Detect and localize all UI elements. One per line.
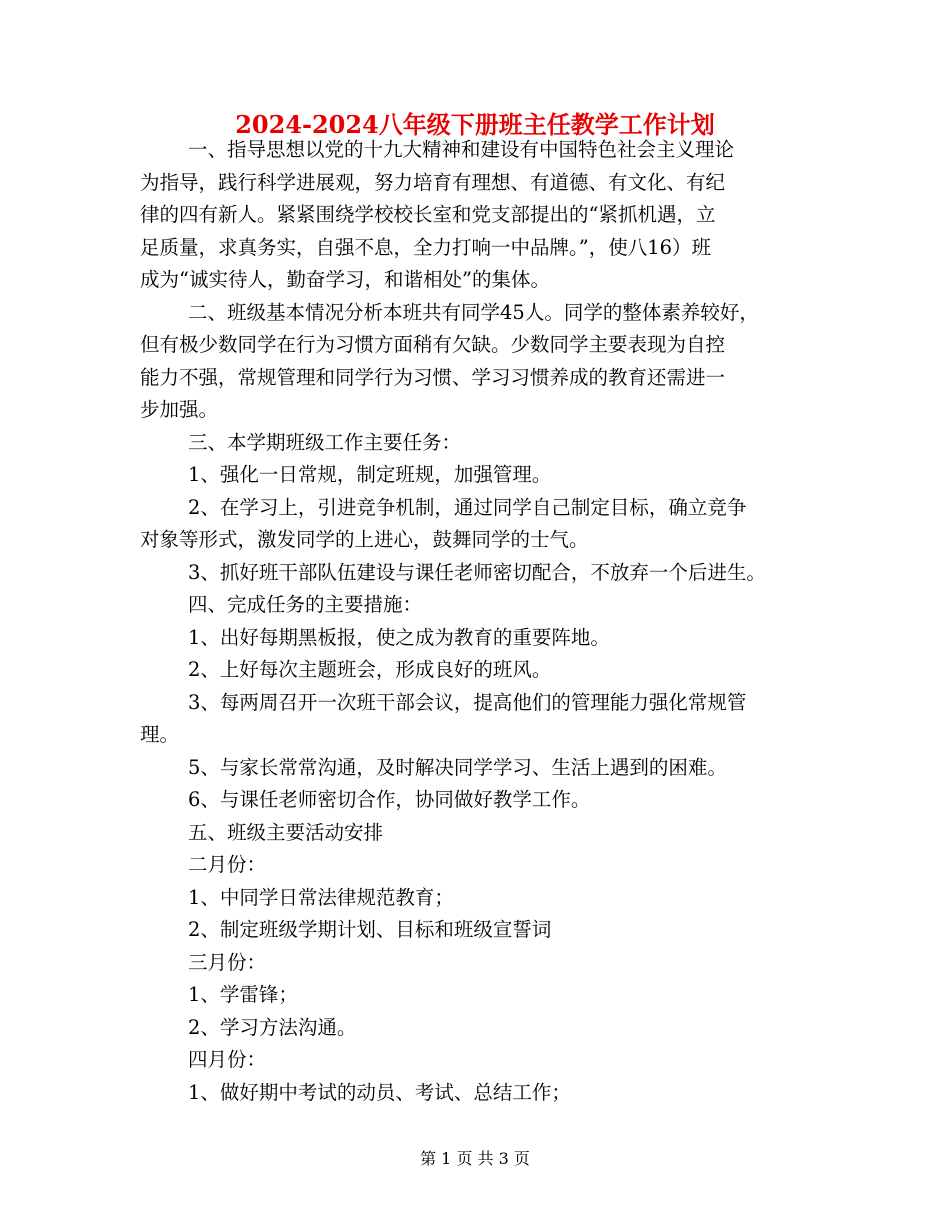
text-line: 一、指导思想以党的十九大精神和建设有中国特色社会主义理论 — [188, 138, 735, 161]
text-line: 3、抓好班干部队伍建设与课任老师密切配合，不放弃一个后进生。 — [188, 560, 766, 584]
text-line: 四月份： — [188, 1048, 267, 1071]
text-line: 2、学习方法沟通。 — [188, 1015, 357, 1039]
text-line: 1、学雷锋； — [188, 983, 298, 1006]
page-footer: 第 1 页 共 3 页 — [420, 1149, 530, 1168]
text-line: 2、上好每次主题班会，形成良好的班风。 — [188, 658, 552, 681]
text-line: 步加强。 — [140, 398, 219, 421]
text-line: 为指导，践行科学进展观，努力培育有理想、有道德、有文化、有纪 — [140, 170, 726, 194]
document-title: 2024-2024八年级下册班主任教学工作计划 — [235, 110, 715, 139]
text-line: 二月份： — [188, 853, 267, 876]
text-line: 2、在学习上，引进竞争机制，通过同学自己制定目标，确立竞争 — [188, 495, 747, 519]
text-line: 四、完成任务的主要措施： — [188, 593, 423, 616]
text-line: 1、做好期中考试的动员、考试、总结工作； — [188, 1080, 571, 1104]
text-line: 5、与家长常常沟通，及时解决同学学习、生活上遇到的困难。 — [188, 755, 727, 779]
text-line: 1、出好每期黑板报，使之成为教育的重要阵地。 — [188, 625, 610, 649]
document-body — [140, 134, 820, 1109]
text-line: 三、本学期班级工作主要任务： — [188, 430, 462, 454]
text-line: 6、与课任老师密切合作，协同做好教学工作。 — [188, 788, 591, 811]
text-line: 成为“诚实待人，勤奋学习，和谐相处”的集体。 — [140, 268, 550, 291]
text-line: 但有极少数同学在行为习惯方面稍有欠缺。少数同学主要表现为自控 — [140, 333, 726, 356]
text-line: 对象等形式，激发同学的上进心，鼓舞同学的士气。 — [140, 528, 589, 551]
text-line: 五、班级主要活动安排 — [188, 820, 384, 844]
text-line: 3、每两周召开一次班干部会议，提高他们的管理能力强化常规管 — [188, 690, 747, 714]
text-line: 能力不强，常规管理和同学行为习惯、学习习惯养成的教育还需进一 — [140, 365, 726, 389]
text-line: 律的四有新人。紧紧围绕学校校长室和党支部提出的“紧抓机遇，立 — [140, 203, 716, 226]
text-line: 理。 — [140, 723, 180, 746]
text-line: 三月份： — [188, 950, 267, 974]
text-line: 二、班级基本情况分析本班共有同学45人。同学的整体素养较好， — [188, 300, 759, 324]
text-line: 1、中同学日常法律规范教育； — [188, 885, 454, 909]
text-line: 足质量，求真务实，自强不息，全力打响一中品牌。”，使八16）班 — [140, 235, 712, 259]
text-line: 2、制定班级学期计划、目标和班级宣誓词 — [188, 918, 552, 941]
text-line: 1、强化一日常规，制定班规，加强管理。 — [188, 463, 552, 486]
